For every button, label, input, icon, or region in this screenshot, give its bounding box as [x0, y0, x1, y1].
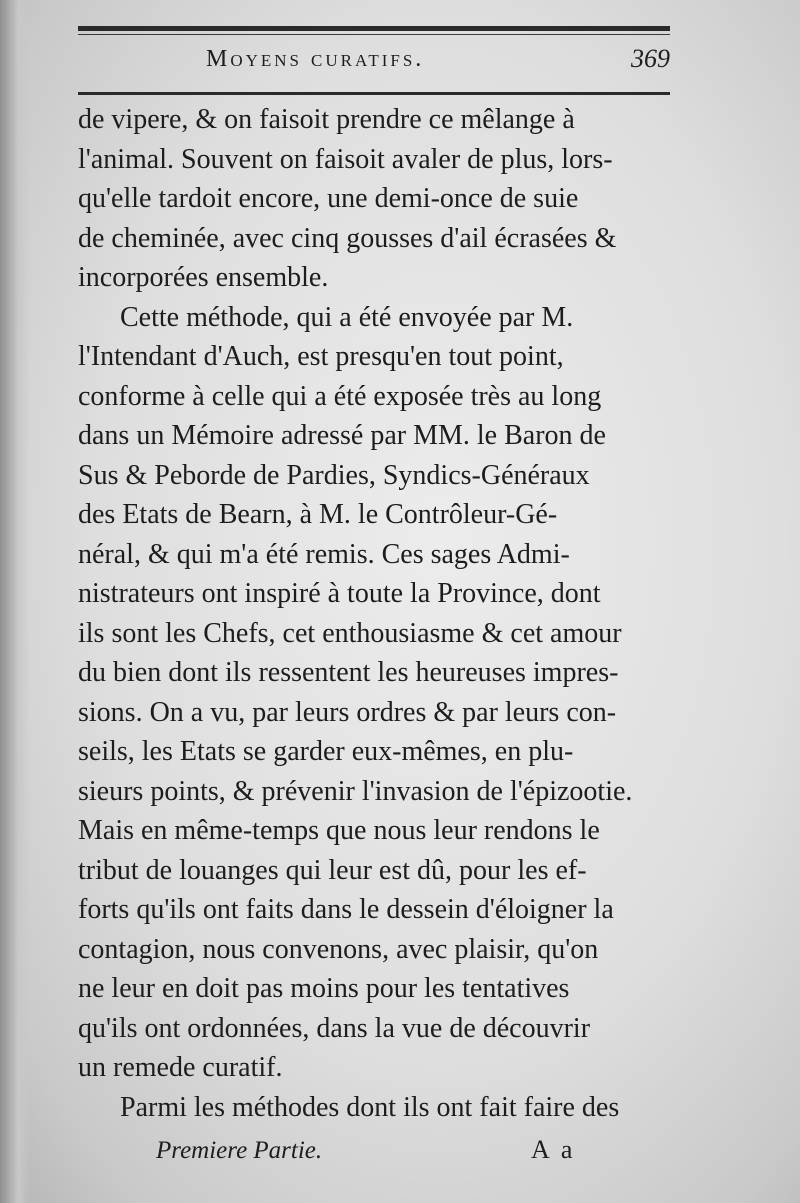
text-line: sieurs points, & prévenir l'invasion de l'épizootie.: [78, 775, 633, 807]
signature-mark: A a: [531, 1135, 576, 1164]
page-gutter-shadow: [0, 0, 30, 1203]
text-line: qu'ils ont ordonnées, dans la vue de découvrir: [78, 1012, 591, 1044]
text-line: ils sont les Chefs, cet enthousiasme & cet amour: [78, 617, 622, 649]
text-line: ne leur en doit pas moins pour les tentatives: [78, 973, 570, 1004]
text-line: qu'elle tardoit encore, une demi-once de suie: [78, 183, 579, 214]
text-line: dans un Mémoire adressé par MM. le Baron de: [78, 420, 606, 451]
text-line: Sus & Peborde de Pardies, Syndics-Généraux: [78, 459, 590, 491]
page-footer: [78, 1133, 678, 1173]
text-line: de cheminée, avec cinq gousses d'ail écrasées &: [78, 222, 617, 254]
top-rule-thick: [78, 26, 670, 31]
text-line: seils, les Etats se garder eux-mêmes, en plu-: [78, 736, 574, 767]
text-line: de vipere, & on faisoit prendre ce mêlange à: [78, 104, 575, 135]
text-line: incorporées ensemble.: [78, 262, 329, 293]
body-text: [78, 100, 678, 1127]
page-header: [78, 42, 670, 82]
running-title: Moyens curatifs.: [206, 46, 425, 72]
text-line: un remede curatif.: [78, 1052, 283, 1083]
text-line: du bien dont ils ressentent les heureuses impres-: [78, 657, 619, 688]
text-line: contagion, nous convenons, avec plaisir, qu'on: [78, 933, 599, 965]
text-line: des Etats de Bearn, à M. le Contrôleur-Gé-: [78, 499, 558, 530]
text-line: tribut de louanges qui leur est dû, pour les ef-: [78, 854, 587, 886]
top-rule-thin: [78, 34, 670, 35]
text-line: l'animal. Souvent on faisoit avaler de plus, lors-: [78, 143, 613, 175]
text-line: néral, & qui m'a été remis. Ces sages Admi-: [78, 538, 570, 570]
text-line: conforme à celle qui a été exposée très au long: [78, 380, 602, 412]
paragraph-start-line: Cette méthode, qui a été envoyée par M.: [120, 301, 574, 333]
text-line: nistrateurs ont inspiré à toute la Province, dont: [78, 578, 601, 609]
header-rule: [78, 92, 670, 95]
paragraph-start-line: Parmi les méthodes dont ils ont fait faire des: [120, 1091, 620, 1123]
text-line: Mais en même-temps que nous leur rendons le: [78, 815, 600, 846]
text-line: sions. On a vu, par leurs ordres & par leurs con-: [78, 696, 617, 728]
page-number: 369: [631, 44, 670, 73]
text-line: forts qu'ils ont faits dans le dessein d'éloigner la: [78, 894, 614, 925]
text-line: l'Intendant d'Auch, est presqu'en tout point,: [78, 341, 564, 372]
signature-title: Premiere Partie.: [156, 1137, 323, 1164]
